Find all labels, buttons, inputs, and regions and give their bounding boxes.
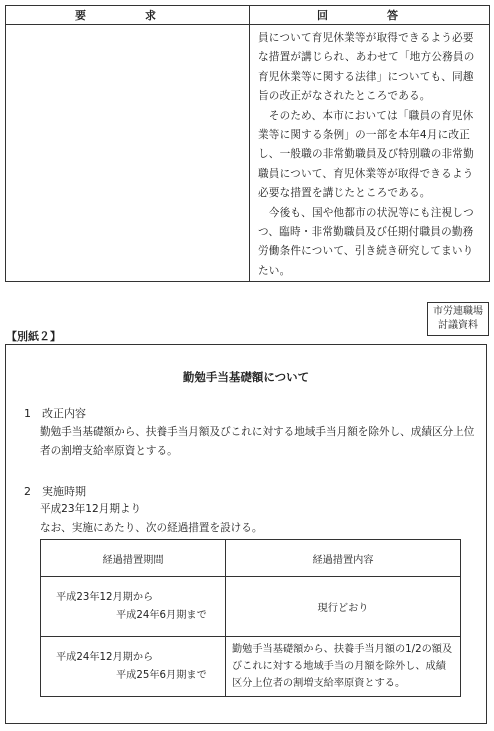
section-heading: 2 実施時期 (24, 485, 86, 498)
period-to: 平成25年6月期まで (116, 669, 207, 681)
answer-paragraph: そのため、本市においては「職員の育児休業等に関する条例」の一部を本年4月に改正し、一般職の非常勤職員及び特別職の非常勤職員について、育児休業等が取得できるよう必要な措置を講じたところである。 (258, 109, 474, 200)
content-cell: 現行どおり (226, 577, 461, 637)
answer-paragraph: 今後も、国や他都市の状況等にも注視しつつ、臨時・非常勤職員及び任期付職員の勤務労働条件について、引き続き研究してまいりたい。 (258, 206, 474, 277)
attachment-label: 【別紙２】 (6, 330, 61, 343)
request-answer-table (5, 5, 490, 282)
transition-measures-table (40, 539, 461, 697)
period-from: 平成23年12月期から (56, 591, 154, 603)
answer-cell (250, 25, 490, 282)
header-answer: 回 答 (250, 6, 490, 25)
header-content: 経過措置内容 (226, 540, 461, 577)
attachment-title: 勤勉手当基礎額について (182, 370, 310, 384)
section-text: 勤勉手当基礎額から、扶養手当月額及びこれに対する地域手当月額を除外し、成績区分上位者の割増支給率原資とする。 (40, 426, 475, 457)
period-from: 平成24年12月期から (56, 651, 154, 663)
header-request: 要 求 (6, 6, 250, 25)
period-cell (41, 637, 226, 697)
header-period: 経過措置期間 (41, 540, 226, 577)
table-row (41, 637, 461, 697)
section-body (40, 500, 480, 538)
section-text: なお、実施にあたり、次の経過措置を設ける。 (40, 522, 263, 534)
section-text: 平成23年12月期より (40, 503, 142, 515)
discussion-material-stamp (427, 302, 489, 336)
answer-paragraph: 員について育児休業等が取得できるよう必要な措置が講じられ、あわせて「地方公務員の育児休業等に関する法律」についても、同趣旨の改正がなされたところである。 (258, 32, 475, 103)
period-cell (41, 577, 226, 637)
section-body (40, 423, 480, 461)
stamp-line: 市労連職場 (433, 306, 483, 317)
table-row (41, 577, 461, 637)
stamp-line: 討議資料 (438, 320, 478, 331)
attachment-box (5, 344, 487, 724)
section-heading: 1 改正内容 (24, 407, 86, 420)
period-to: 平成24年6月期まで (116, 609, 207, 621)
content-cell: 勤勉手当基礎額から、扶養手当月額の1/2の額及びこれに対する地域手当の月額を除外し、成績区分上位者の割増支給率原資とする。 (226, 637, 461, 697)
request-cell (6, 25, 250, 282)
